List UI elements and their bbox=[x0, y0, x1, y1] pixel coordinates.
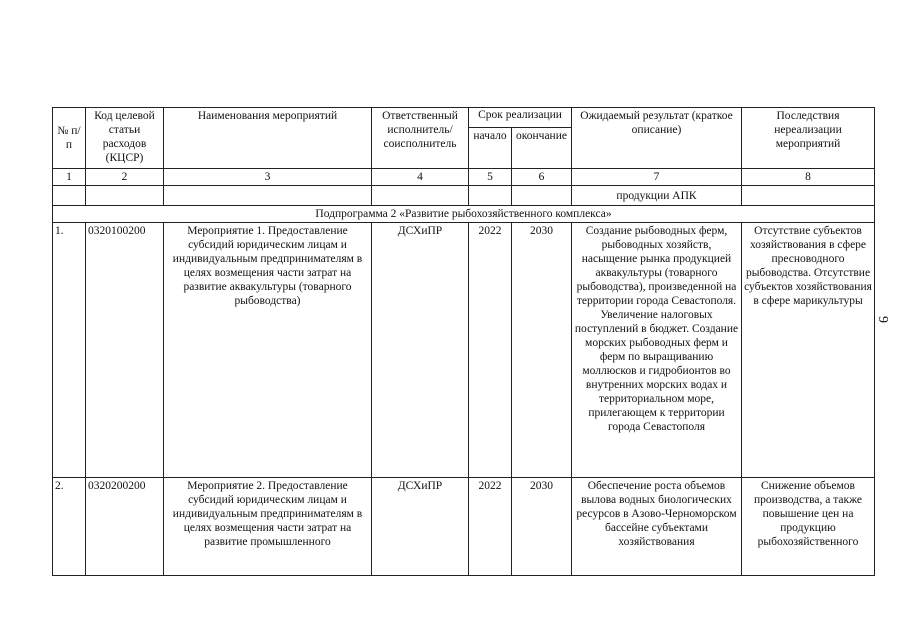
header-result: Ожидаемый результат (краткое описание) bbox=[572, 108, 742, 169]
column-number: 7 bbox=[572, 169, 742, 186]
row-code: 0320200200 bbox=[86, 478, 164, 576]
header-consequences: Последствия нереализации мероприятий bbox=[742, 108, 875, 169]
column-number: 2 bbox=[86, 169, 164, 186]
row-responsible: ДСХиПР bbox=[372, 478, 469, 576]
row-responsible: ДСХиПР bbox=[372, 223, 469, 478]
row-consequences: Отсутствие субъектов хозяйствования в сфере пресноводного рыбоводства. Отсутствие субъектов хозяйствования в сфере марикультуры bbox=[742, 223, 875, 478]
row-start: 2022 bbox=[469, 478, 512, 576]
column-number: 4 bbox=[372, 169, 469, 186]
row-name: Мероприятие 1. Предоставление субсидий юридическим лицам и индивидуальным предпринимателям в целях возмещения части затрат на развитие аквакультуры (товарного рыбоводства) bbox=[164, 223, 372, 478]
continuation-row bbox=[53, 186, 875, 206]
row-end: 2030 bbox=[512, 478, 572, 576]
header-row bbox=[53, 108, 875, 128]
header-code: Код целевой статьи расходов (КЦСР) bbox=[86, 108, 164, 169]
row-name: Мероприятие 2. Предоставление субсидий юридическим лицам и индивидуальным предпринимателям в целях возмещения части затрат на развитие промышленного bbox=[164, 478, 372, 576]
subprogram-row bbox=[53, 206, 875, 223]
measures-table bbox=[52, 107, 875, 576]
subprogram-title: Подпрограмма 2 «Развитие рыбохозяйственного комплекса» bbox=[53, 206, 875, 223]
page-number: 9 bbox=[875, 316, 890, 323]
header-num: № п/п bbox=[53, 108, 86, 169]
column-number: 1 bbox=[53, 169, 86, 186]
header-period: Срок реализации bbox=[469, 108, 572, 128]
column-number: 5 bbox=[469, 169, 512, 186]
header-responsible: Ответственный исполнитель/ соисполнитель bbox=[372, 108, 469, 169]
row-num: 1. bbox=[53, 223, 86, 478]
header-start: начало bbox=[469, 128, 512, 169]
column-number-row bbox=[53, 169, 875, 186]
table-row bbox=[53, 478, 875, 576]
row-start: 2022 bbox=[469, 223, 512, 478]
column-number: 8 bbox=[742, 169, 875, 186]
row-result: Создание рыбоводных ферм, рыбоводных хозяйств, насыщение рынка продукцией аквакультуры (товарного рыбоводства), произведенной на территории города Севастополя. Увеличение налоговых поступлений в бюджет. Создание морских рыбоводных ферм и ферм по выращиванию моллюсков и гидробионтов во внутренних морских водах и территориальном море, прилегающем к территории города Севастополя bbox=[572, 223, 742, 478]
row-num: 2. bbox=[53, 478, 86, 576]
continuation-text: продукции АПК bbox=[572, 186, 742, 206]
column-number: 3 bbox=[164, 169, 372, 186]
row-end: 2030 bbox=[512, 223, 572, 478]
header-end: окончание bbox=[512, 128, 572, 169]
row-consequences: Снижение объемов производства, а также повышение цен на продукцию рыбохозяйственного bbox=[742, 478, 875, 576]
row-result: Обеспечение роста объемов вылова водных биологических ресурсов в Азово-Черноморском бассейне субъектами хозяйствования bbox=[572, 478, 742, 576]
row-code: 0320100200 bbox=[86, 223, 164, 478]
header-name: Наименования мероприятий bbox=[164, 108, 372, 169]
table-row bbox=[53, 223, 875, 478]
column-number: 6 bbox=[512, 169, 572, 186]
